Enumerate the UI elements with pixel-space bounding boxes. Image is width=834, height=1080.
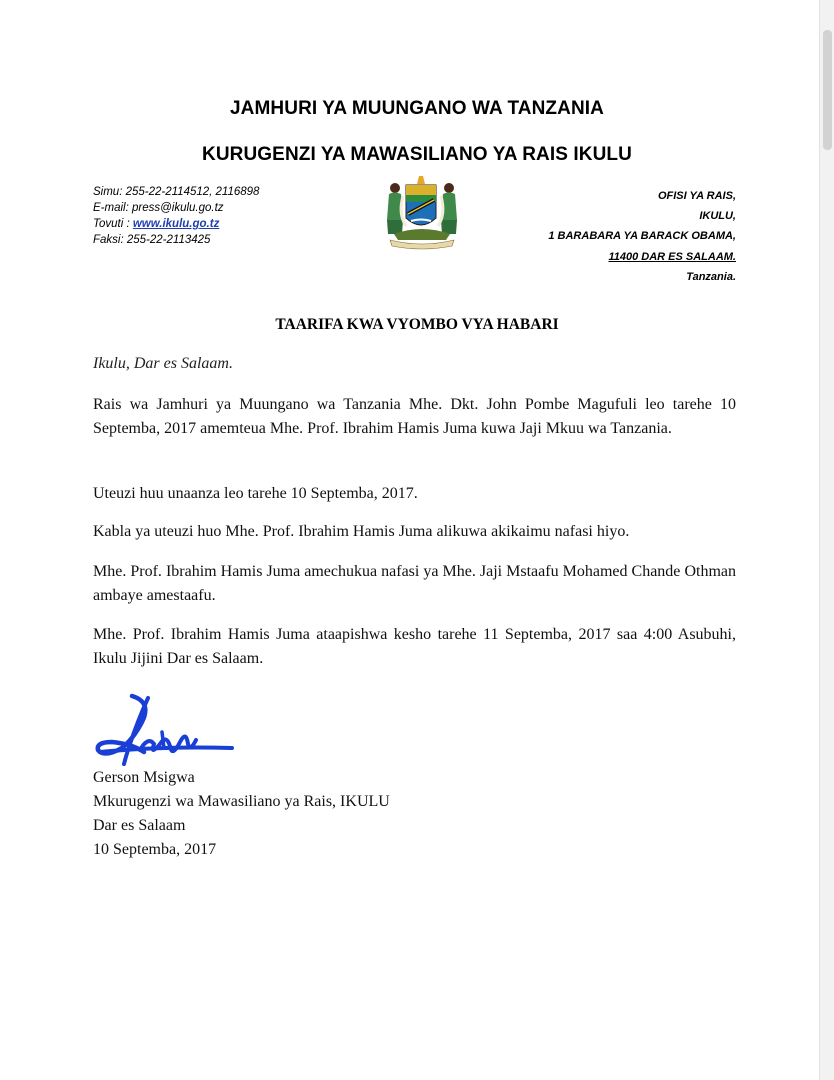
paragraph-effective-date: Uteuzi huu unaanza leo tarehe 10 Septemba, 2017. xyxy=(93,485,418,502)
address-line-ikulu: IKULU, xyxy=(699,210,736,223)
contact-block xyxy=(93,184,259,248)
paragraph-acting-role: Kabla ya uteuzi huo Mhe. Prof. Ibrahim Hamis Juma alikuwa akikaimu nafasi hiyo. xyxy=(93,523,630,540)
paragraph-swearing-in: Mhe. Prof. Ibrahim Hamis Juma ataapishwa kesho tarehe 11 Septemba, 2017 saa 4:00 Asubuhi, Ikulu Jijini Dar es Salaam. xyxy=(93,626,736,667)
contact-website-label: Tovuti : xyxy=(93,218,130,230)
contact-website xyxy=(93,216,259,232)
address-line-office: OFISI YA RAIS, xyxy=(657,190,736,202)
signatory-title: Mkurugenzi wa Mawasiliano ya Rais, IKULU xyxy=(93,793,390,810)
signatory-place: Dar es Salaam xyxy=(93,817,186,834)
address-line-country: Tanzania. xyxy=(686,270,736,283)
contact-phone: Simu: 255-22-2114512, 2116898 xyxy=(93,186,260,198)
signatory-block xyxy=(93,766,390,862)
address-block xyxy=(548,186,736,287)
header-title-country: JAMHURI YA MUUNGANO WA TANZANIA xyxy=(230,98,604,119)
address-line-street: 1 BARABARA YA BARACK OBAMA, xyxy=(548,230,736,243)
contact-fax: Faksi: 255-22-2113425 xyxy=(93,234,211,246)
signatory-name: Gerson Msigwa xyxy=(93,769,195,786)
header-title-office: KURUGENZI YA MAWASILIANO YA RAIS IKULU xyxy=(202,144,632,165)
scrollbar[interactable] xyxy=(823,30,832,150)
release-title: TAARIFA KWA VYOMBO VYA HABARI xyxy=(275,316,559,333)
tanzania-coat-of-arms-icon xyxy=(376,174,468,250)
contact-website-link[interactable]: www.ikulu.go.tz xyxy=(132,218,220,230)
contact-email: E-mail: press@ikulu.go.tz xyxy=(93,202,224,214)
address-line-city: 11400 DAR ES SALAAM. xyxy=(608,250,736,263)
signatory-date: 10 Septemba, 2017 xyxy=(93,841,217,858)
paragraph-predecessor: Mhe. Prof. Ibrahim Hamis Juma amechukua nafasi ya Mhe. Jaji Mstaafu Mohamed Chande Othman ambaye amestaafu. xyxy=(93,563,736,604)
paragraph-appointment: Rais wa Jamhuri ya Muungano wa Tanzania Mhe. Dkt. John Pombe Magufuli leo tarehe 10 Septemba, 2017 amemteua Mhe. Prof. Ibrahim Hamis Juma kuwa Jaji Mkuu wa Tanzania. xyxy=(93,396,736,437)
dateline: Ikulu, Dar es Salaam. xyxy=(93,355,233,372)
